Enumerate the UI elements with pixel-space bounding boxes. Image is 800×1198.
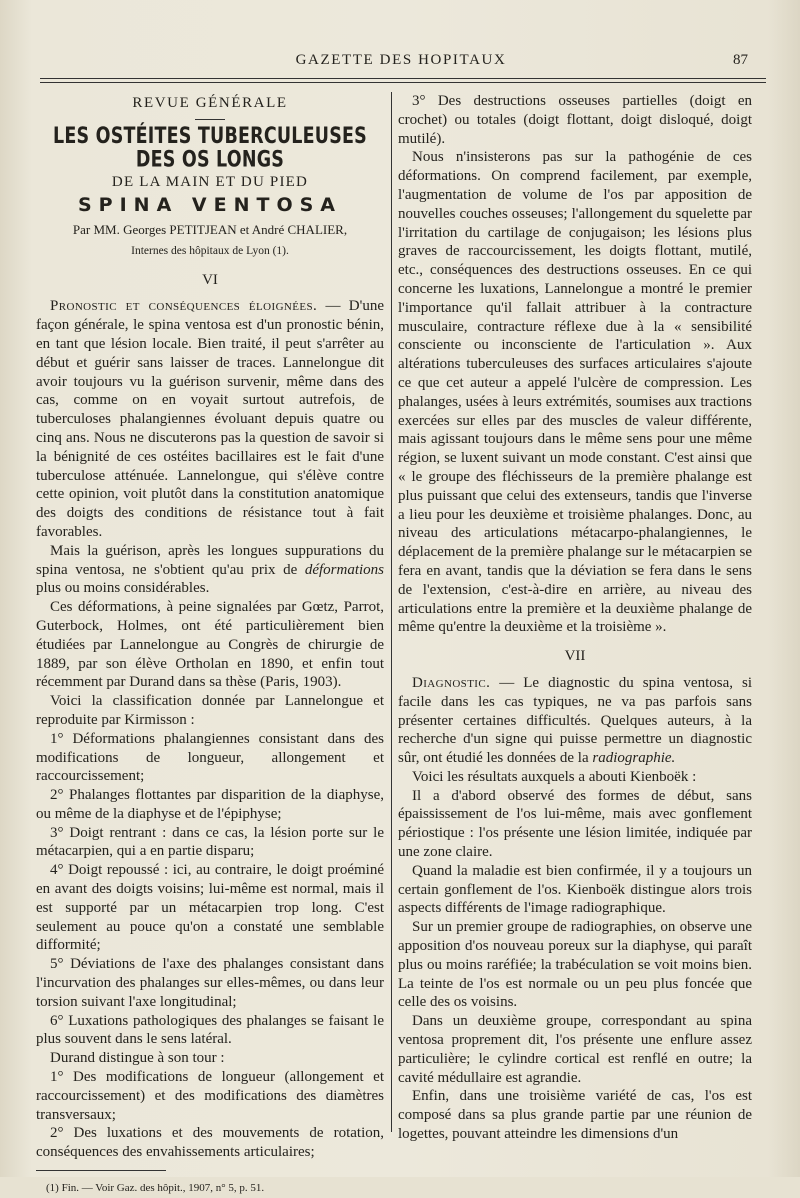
heading-rule <box>195 119 225 120</box>
list-item: 4° Doigt repoussé : ici, au contraire, le doigt proéminé en avant des doigts voisins; lui-même est normal, mais il est supporté par un métacarpien trop long. C'est seulement au pouce qu'on a constaté une semblable difformité; <box>36 862 384 954</box>
paragraph-diagnosis <box>398 674 752 768</box>
paragraph-pathogeny: Nous n'insisterons pas sur la pathogénie de ces déformations. On comprend facilement, par exemple, l'augmentation de volume de l'os par apposition de nouvelles couches osseuses; l'allongement du squelette par l'irritation du cartilage de conjugaison; les lésions plus graves de raccourcissement, les doigts flottant, mutilé, etc., conséquences des destructions osseuses. En ce qui concerne les luxations, Lannelongue a montré le premier l'importance qu'il fallait attribuer à la contracture musculaire, contracture réflexe due à la « sensibilité consciente ou inconsciente de l'articulation ». Aux altérations tuberculeuses des surfaces articulaires s'ajoute ce que cet auteur a appelé l'ulcère de compression. Les phalanges, usées à leurs extrémités, soumises aux tractions exercées sur elles par des muscles de valeur différente, mais agissant toujours dans le même sens pour une même région, se luxent suivant un mode constant. C'est ainsi que « le groupe des fléchisseurs de la première phalange est plus puissant que celui des extenseurs, tandis que l'inverse a lieu pour les deuxième et troisième phalanges. Donc, au niveau des articulations métacarpo-phalangiennes, le déplacement de la première phalange sur le métacarpien se fera en avant, tandis que la déviation se fera dans le sens de l'extension, c'est-à-dire en arrière, au niveau des articulations entre la première et la deuxième phalange de même qu'entre la deuxième et la troisième ». <box>398 149 752 636</box>
list-item: 1° Des modifications de longueur (allongement et raccourcissement) et des modifications des diamètres transversaux; <box>36 1069 384 1123</box>
list-item: 3° Des destructions osseuses partielles (doigt en crochet) ou totales (doigt flottant, doigt disloqué, doigt mutilé). <box>398 93 752 147</box>
page-header <box>36 52 766 72</box>
paragraph-group-three: Enfin, dans une troisième variété de cas, l'os est composé dans sa plus grande partie par une réunion de logettes, pouvant atteindre les dimensions d'un <box>398 1088 752 1143</box>
paragraph-durand: Durand distingue à son tour : <box>50 1050 225 1067</box>
authors-affiliation: Internes des hôpitaux de Lyon (1). <box>131 244 289 257</box>
paragraph-text: — Le diagnostic du spina ventosa, si facile dans les cas typiques, ne va pas parfois sans présenter certaines difficultés. Quelques auteurs, à la recherche d'un signe qui puisse permettre un diagnostic sûr, ont étudié les données de la <box>398 674 752 767</box>
list-item: 3° Doigt rentrant : dans ce cas, la lésion porte sur le métacarpien, qui a en partie disparu; <box>36 824 384 860</box>
section-heading: REVUE GÉNÉRALE <box>132 95 288 111</box>
article-title: LES OSTÉITES TUBERCULEUSES DES OS LONGS <box>53 123 367 173</box>
paragraph-prognosis <box>36 297 384 541</box>
column-divider <box>391 92 392 1132</box>
paragraph-lead: Pronostic et conséquences éloignées. <box>50 298 318 315</box>
paragraph-text: Mais la guérison, après les longues suppurations du spina ventosa, ne s'obtient qu'au prix de <box>36 542 384 578</box>
list-item: 5° Déviations de l'axe des phalanges consistant dans l'incurvation des phalanges sur elles-mêmes, ou dans leur torsion suivant l'axe longitudinal; <box>36 956 384 1010</box>
paragraph-early-forms: Il a d'abord observé des formes de début, sans épaississement de l'os lui-même, mais avec gonflement périostique : l'os présente une lésion limitée, indiquée par une zone claire. <box>398 787 752 861</box>
footnote: (1) Fin. — Voir Gaz. des hôpit., 1907, n° 5, p. 51. <box>46 1182 265 1195</box>
list-item: 1° Déformations phalangiennes consistant dans des modifications de longueur, allongement et raccourcissement; <box>36 730 384 785</box>
paragraph-history: Ces déformations, à peine signalées par Gœtz, Parrot, Guterbock, Holmes, ont été particulièrement bien étudiées par Lannelongue au Congrès de chirurgie de 1889, par son élève Ortholan en 1890, et enfin tout récemment par Durand dans sa thèse (Paris, 1903). <box>36 599 384 691</box>
paragraph-results: Voici les résultats auxquels a abouti Kienboëk : <box>412 768 697 785</box>
right-column <box>398 92 752 1144</box>
paragraph-group-one: Sur un premier groupe de radiographies, on observe une apposition d'os nouveau poreux sur la diaphyse, qui paraît plus ou moins raréfiée; la trabéculation se voit moins bien. La teinte de l'os est normale ou un peu plus foncée que celle des os voisins. <box>398 919 752 1011</box>
paragraph-text: — D'une façon générale, le spina ventosa est d'un pronostic bénin, en tant que lésion locale. Bien traité, il peut s'arrêter au début et guérir sans laisser de traces. Lannelongue dit avoir toujours vu la guérison survenir, même dans des cas, comme on en voyait surtout autrefois, de tuberculoses phalangiennes évoluant depuis quatre ou cinq ans. Nous ne discuterons pas la question de savoir si la bénignité de ces ostéites bacillaires est le fait d'une tuberculose atténuée. Lannelongue, qui s'élève contre cette opinion, voit plutôt dans la constitution anatomique des doigts des conditions de résistance tout à fait favorables. <box>36 298 384 540</box>
section-number-vi: VI <box>202 271 218 288</box>
header-rule <box>40 78 766 79</box>
list-item: 6° Luxations pathologiques des phalanges se faisant le plus souvent dans le sens latéral. <box>36 1012 384 1048</box>
authors-line: Par MM. Georges PETITJEAN et André CHALIER, <box>72 221 348 237</box>
emphasis-text: radiographie. <box>592 750 676 767</box>
paragraph-deformations <box>36 542 384 598</box>
page-number: 87 <box>733 52 748 68</box>
paragraph-text: plus ou moins considérables. <box>36 580 210 597</box>
list-item: 2° Phalanges flottantes par disparition de la diaphyse, ou même de la diaphyse et de l'épiphyse; <box>36 787 384 822</box>
article-subtitle: DE LA MAIN ET DU PIED <box>111 174 309 191</box>
paragraph-classification: Voici la classification donnée par Lannelongue et reproduite par Kirmisson : <box>36 693 384 728</box>
left-column <box>36 92 384 1198</box>
emphasis-text: déformations <box>304 561 384 578</box>
footnote-rule <box>36 1170 166 1171</box>
paragraph-group-two: Dans un deuxième groupe, correspondant au spina ventosa proprement dit, l'os présente une enflure assez particulière; le cylindre cortical est renflé en outre; la cavité médullaire est agrandie. <box>398 1013 752 1086</box>
running-title: GAZETTE DES HOPITAUX <box>295 52 507 68</box>
article-subject: SPINA VENTOSA <box>78 194 342 217</box>
paragraph-lead: Diagnostic. <box>412 674 491 691</box>
header-rule-double <box>40 82 766 83</box>
list-item: 2° Des luxations et des mouvements de rotation, conséquences des envahissements articulaires; <box>36 1125 384 1161</box>
section-number-vii: VII <box>564 648 586 665</box>
paragraph-confirmed: Quand la maladie est bien confirmée, il y a toujours un certain gonflement de l'os. Kienboëk distingue alors trois aspects différents de l'image radiographique. <box>398 862 752 917</box>
